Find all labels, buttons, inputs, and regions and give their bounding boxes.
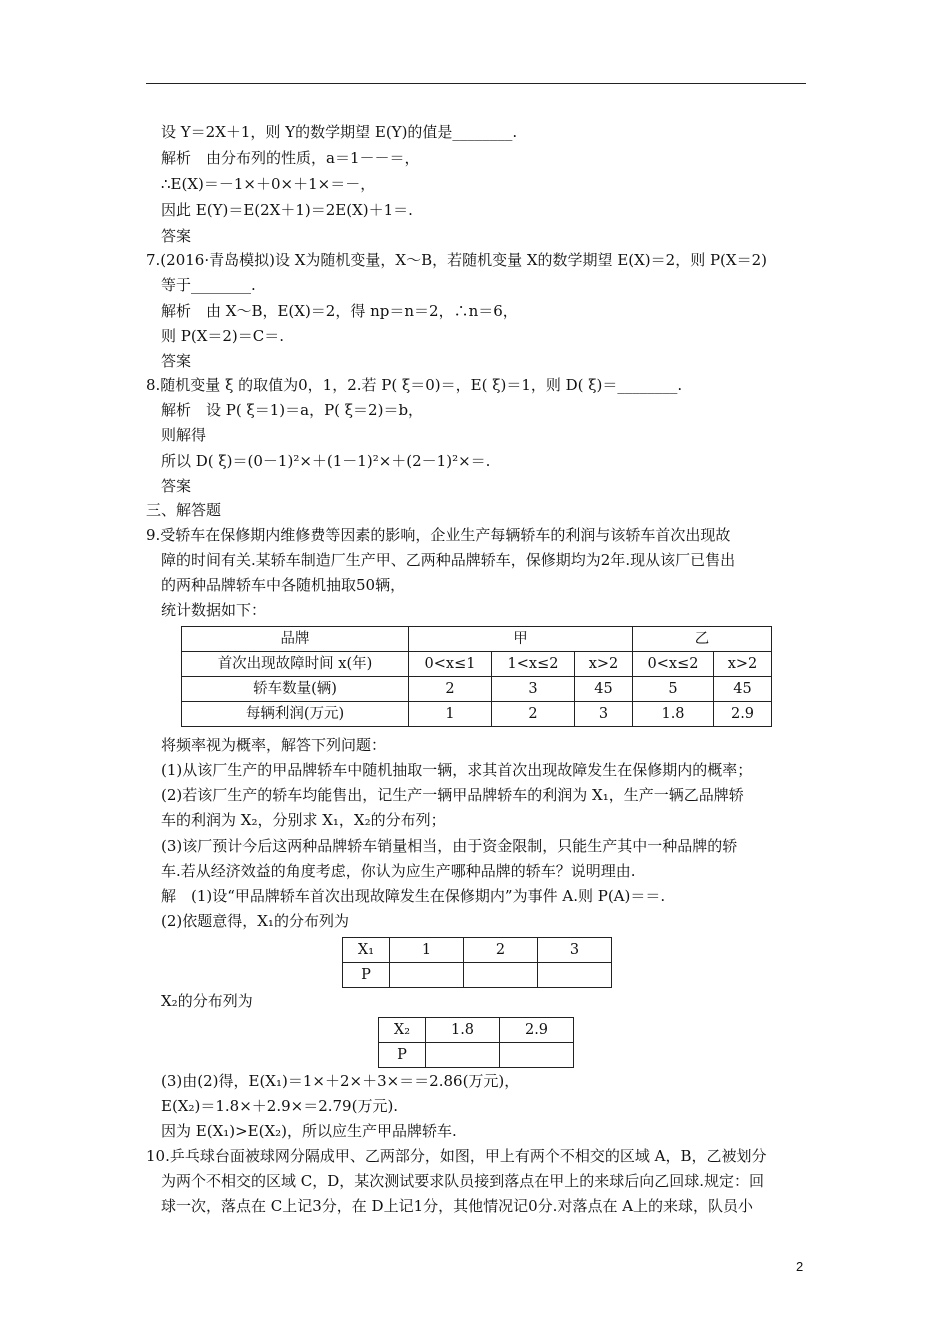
text-line: 将频率视为概率，解答下列问题：: [161, 736, 387, 754]
page-number: 2: [796, 1259, 804, 1274]
table-cell: 1.8: [633, 702, 714, 727]
table-cell: X₁: [343, 938, 390, 963]
text-line: (3)由(2)得，E(X₁)＝1×＋2×＋3×＝＝2.86(万元)，: [161, 1072, 520, 1090]
table-cell: P: [343, 963, 390, 988]
table-cell: 2.9: [500, 1018, 574, 1043]
text-line: 答案: [161, 352, 192, 370]
text-line: 解析 设 P( ξ＝1)＝a，P( ξ＝2)＝b，: [161, 401, 424, 419]
table-cell: 3: [538, 938, 612, 963]
question-7: 7.(2016·青岛模拟)设 X为随机变量，X～B，若随机变量 X的数学期望 E(X)＝2，则 P(X＝2): [146, 251, 767, 269]
text-line: 解析 由 X～B，E(X)＝2，得 np＝n＝2，∴n＝6，: [161, 302, 518, 320]
text-line: 等于________.: [161, 276, 256, 294]
table-cell: X₂: [379, 1018, 426, 1043]
table-cell: x>2: [575, 652, 633, 677]
text-line: 为两个不相交的区域 C，D，某次测试要求队员接到落点在甲上的来球后向乙回球.规定：回: [161, 1172, 765, 1190]
table-cell: 2.9: [714, 702, 772, 727]
table-cell: 3: [575, 702, 633, 727]
table-cell: [538, 963, 612, 988]
table-cell: [500, 1043, 574, 1068]
text-line: (2)若该厂生产的轿车均能售出，记生产一辆甲品牌轿车的利润为 X₁，生产一辆乙品牌轿: [161, 786, 744, 804]
table-cell: 每辆利润(万元): [182, 702, 409, 727]
text-line: 答案: [161, 477, 192, 495]
question-8: 8.随机变量 ξ 的取值为0，1，2.若 P( ξ＝0)＝，E( ξ)＝1，则 D( ξ)＝________.: [146, 376, 683, 394]
distribution-table-x1: [342, 937, 612, 988]
section-heading: 三、解答题: [146, 501, 222, 519]
table-cell: P: [379, 1043, 426, 1068]
table-cell: 2: [492, 702, 575, 727]
text-line: 解析 由分布列的性质，a＝1－－＝，: [161, 149, 420, 167]
table-cell: [426, 1043, 500, 1068]
text-line: (2)依题意得，X₁的分布列为: [161, 912, 349, 930]
text-line: 设 Y＝2X＋1，则 Y的数学期望 E(Y)的值是________.: [161, 123, 518, 141]
data-table: [181, 626, 772, 727]
table-cell: 1.8: [426, 1018, 500, 1043]
distribution-table-x2: [378, 1017, 574, 1068]
text-line: E(X₂)＝1.8×＋2.9×＝2.79(万元).: [161, 1097, 399, 1115]
header-rule: [146, 83, 806, 84]
table-cell: 轿车数量(辆): [182, 677, 409, 702]
table-cell: 品牌: [182, 627, 409, 652]
table-cell: 45: [575, 677, 633, 702]
text-line: 所以 D( ξ)＝(0－1)²×＋(1－1)²×＋(2－1)²×＝.: [161, 452, 491, 470]
table-cell: 1: [390, 938, 464, 963]
table-cell: [390, 963, 464, 988]
question-10: 10.乒乓球台面被球网分隔成甲、乙两部分，如图，甲上有两个不相交的区域 A，B，乙被划分: [146, 1147, 767, 1165]
table-cell: 0<x≤1: [409, 652, 492, 677]
text-line: 统计数据如下：: [161, 601, 267, 619]
table-cell: 1<x≤2: [492, 652, 575, 677]
text-line: 车.若从经济效益的角度考虑，你认为应生产哪种品牌的轿车？说明理由.: [161, 862, 636, 880]
table-cell: 45: [714, 677, 772, 702]
table-cell: 甲: [409, 627, 633, 652]
text-line: 则解得: [161, 426, 207, 444]
text-line: 因为 E(X₁)>E(X₂)，所以应生产甲品牌轿车.: [161, 1122, 457, 1140]
table-cell: x>2: [714, 652, 772, 677]
text-line: ∴E(X)＝－1×＋0×＋1×＝－，: [161, 175, 376, 193]
text-line: (3)该厂预计今后这两种品牌轿车销量相当，由于资金限制，只能生产其中一种品牌的轿: [161, 837, 738, 855]
table-cell: 乙: [633, 627, 772, 652]
table-cell: 首次出现故障时间 x(年): [182, 652, 409, 677]
table-cell: 1: [409, 702, 492, 727]
table-cell: 2: [464, 938, 538, 963]
text-line: (1)从该厂生产的甲品牌轿车中随机抽取一辆，求其首次出现故障发生在保修期内的概率；: [161, 761, 753, 779]
table-cell: 0<x≤2: [633, 652, 714, 677]
text-line: 则 P(X＝2)＝C＝.: [161, 327, 285, 345]
text-line: 球一次，落点在 C上记3分，在 D上记1分，其他情况记0分.对落点在 A上的来球，队员小: [161, 1197, 754, 1215]
question-9: 9.受轿车在保修期内维修费等因素的影响，企业生产每辆轿车的利润与该轿车首次出现故: [146, 526, 731, 544]
text-line: 的两种品牌轿车中各随机抽取50辆，: [161, 576, 406, 594]
table-cell: 5: [633, 677, 714, 702]
table-cell: 2: [409, 677, 492, 702]
text-line: 车的利润为 X₂，分别求 X₁，X₂的分布列；: [161, 811, 446, 829]
text-line: X₂的分布列为: [161, 992, 253, 1010]
text-line: 因此 E(Y)＝E(2X＋1)＝2E(X)＋1＝.: [161, 201, 413, 219]
text-line: 障的时间有关.某轿车制造厂生产甲、乙两种品牌轿车，保修期均为2年.现从该厂已售出: [161, 551, 736, 569]
table-cell: 3: [492, 677, 575, 702]
text-line: 答案: [161, 227, 192, 245]
table-cell: [464, 963, 538, 988]
text-line: 解 (1)设“甲品牌轿车首次出现故障发生在保修期内”为事件 A.则 P(A)＝＝.: [161, 887, 666, 905]
